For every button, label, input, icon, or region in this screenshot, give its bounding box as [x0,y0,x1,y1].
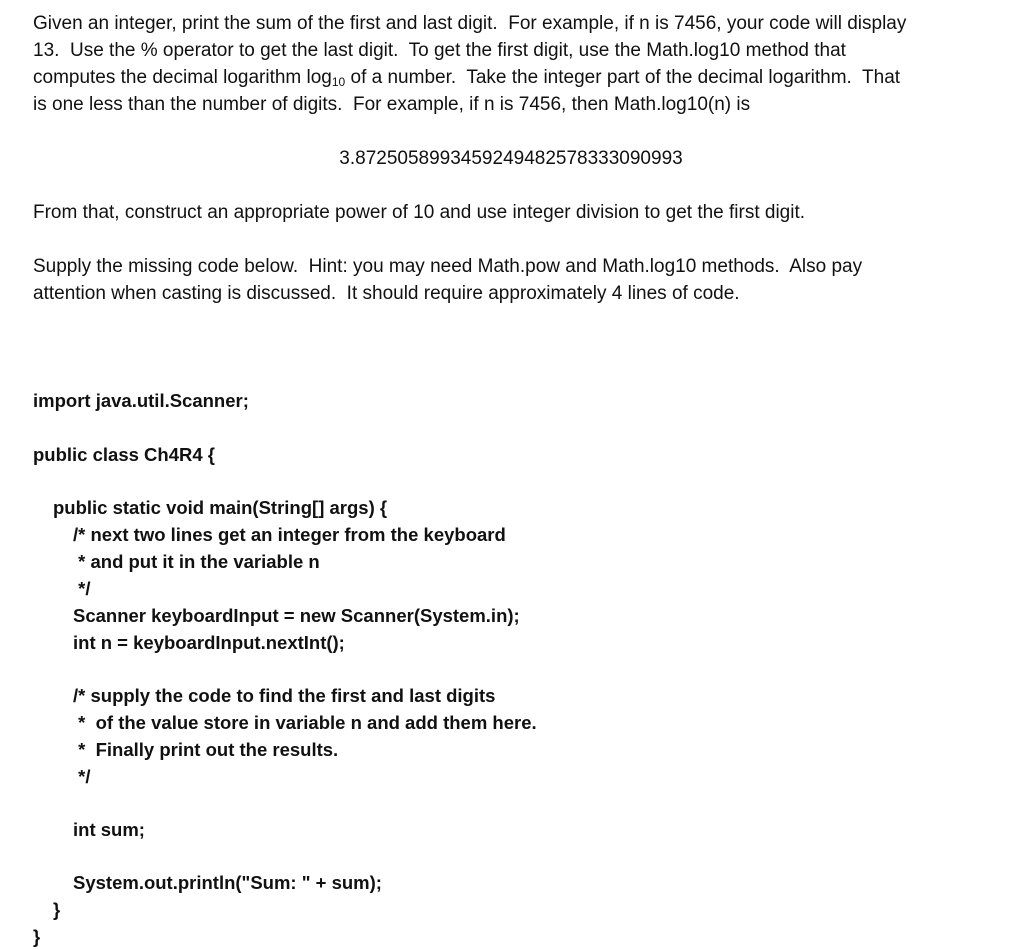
paragraph3-line2: attention when casting is discussed. It should require approximately 4 lines of code. [33,283,740,304]
code-class-declaration: public class Ch4R4 { [33,444,215,465]
code-comment2-line1: /* supply the code to find the first and last digits [73,685,496,706]
code-comment1-line2: * and put it in the variable n [73,551,320,572]
code-close-class: } [33,926,41,947]
log-value: 3.8725058993459249482578333090993 [339,148,683,169]
code-sum-declaration: int sum; [73,819,145,840]
paragraph3-line1: Supply the missing code below. Hint: you may need Math.pow and Math.log10 methods. Also pay [33,256,863,277]
paragraph1-line1: Given an integer, print the sum of the first and last digit. For example, if n is 7456, your code will display [33,13,907,34]
code-main-declaration: public static void main(String[] args) { [53,497,388,518]
log-subscript: 10 [331,75,346,89]
paragraph1-line2: 13. Use the % operator to get the last digit. To get the first digit, use the Math.log10 method that [33,40,846,61]
paragraph1-line3-start: computes the decimal logarithm log [33,67,332,88]
code-close-main: } [53,899,61,920]
paragraph1-line4: is one less than the number of digits. For example, if n is 7456, then Math.log10(n) is [33,94,751,115]
paragraph2: From that, construct an appropriate power of 10 and use integer division to get the first digit. [33,202,806,223]
code-import: import java.util.Scanner; [33,390,249,411]
code-scanner-line: Scanner keyboardInput = new Scanner(System.in); [73,605,520,626]
code-comment2-line4: */ [73,766,91,787]
code-comment2-line2: * of the value store in variable n and add them here. [73,712,537,733]
code-int-n-line: int n = keyboardInput.nextInt(); [73,632,345,653]
paragraph1-line3-end: of a number. Take the integer part of the decimal logarithm. That [345,67,901,88]
code-comment2-line3: * Finally print out the results. [73,739,339,760]
code-println-line: System.out.println("Sum: " + sum); [73,872,382,893]
code-comment1-line3: */ [73,578,91,599]
code-comment1-line1: /* next two lines get an integer from the keyboard [73,524,506,545]
